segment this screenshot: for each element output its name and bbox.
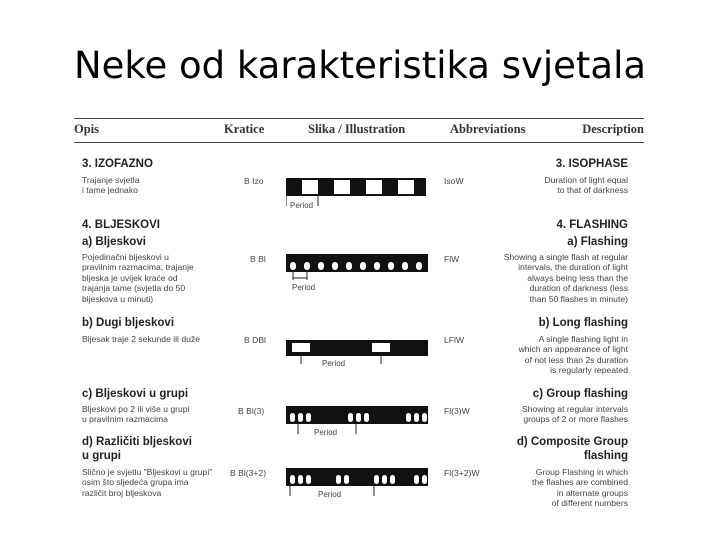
flashing-hr-desc: Pojedinačni bljeskovi u pravilnim razmacima; trajanje bljeska je uvijek kraće od trajanja tame (svjetla do 50 bljeskova u minuti) xyxy=(82,252,194,304)
isophase-diagram xyxy=(286,176,426,210)
flash-mark xyxy=(318,262,324,270)
flash-mark xyxy=(356,413,361,422)
composite-kratica: B Bl(3+2) xyxy=(230,468,267,478)
flash-mark xyxy=(306,413,311,422)
flashing-hr-title: a) Bljeskovi xyxy=(82,236,146,248)
flashing-diagram xyxy=(286,252,428,292)
flash-mark xyxy=(416,262,422,270)
flash-mark xyxy=(390,475,395,484)
flash-mark xyxy=(336,475,341,484)
group-flashing-en-title: c) Group flashing xyxy=(532,388,628,400)
flash-mark xyxy=(290,413,295,422)
light-phase xyxy=(334,180,350,194)
flashing-kratica: B Bl xyxy=(250,254,266,264)
flash-mark xyxy=(360,262,366,270)
flash-mark xyxy=(374,262,380,270)
table-header-rule xyxy=(74,142,644,143)
group-flashing-hr-title: c) Bljeskovi u grupi xyxy=(82,388,189,400)
flash-mark xyxy=(388,262,394,270)
table-top-rule xyxy=(74,118,644,119)
isophase-hr-title: 3. IZOFAZNO xyxy=(82,158,153,170)
period-label: Period xyxy=(318,490,342,499)
long-flashing-diagram xyxy=(286,338,428,368)
isophase-en-desc: Duration of light equal to that of darkness xyxy=(544,175,628,196)
isophase-kratica: B Izo xyxy=(244,176,264,186)
light-phase xyxy=(398,180,414,194)
header-slika: Slika / Illustration xyxy=(308,122,406,136)
header-kratice: Kratice xyxy=(224,122,265,136)
light-characteristics-table xyxy=(74,118,646,518)
light-phase xyxy=(366,180,382,194)
flash-mark xyxy=(298,475,303,484)
long-flashing-hr-title: b) Dugi bljeskovi xyxy=(82,317,175,329)
header-description: Description xyxy=(582,122,644,136)
period-label: Period xyxy=(290,201,314,210)
flash-mark xyxy=(298,413,303,422)
long-flashing-kratica: B DBl xyxy=(244,335,266,345)
flash-mark xyxy=(290,475,295,484)
header-opis: Opis xyxy=(74,122,100,136)
flash-mark xyxy=(414,475,419,484)
header-abbreviations: Abbreviations xyxy=(450,122,526,136)
flashing-hr-heading: 4. BLJESKOVI xyxy=(82,219,160,231)
flash-mark xyxy=(414,413,419,422)
period-label: Period xyxy=(322,359,346,368)
period-label: Period xyxy=(292,283,316,292)
group-flashing-diagram xyxy=(286,404,428,438)
flash-mark xyxy=(374,475,379,484)
composite-en-title: d) Composite Group flashing xyxy=(516,436,628,462)
flashing-en-title: a) Flashing xyxy=(567,236,628,248)
composite-hr-title: d) Različiti bljeskovi u grupi xyxy=(82,436,192,462)
composite-diagram xyxy=(286,466,428,500)
flash-mark xyxy=(348,413,353,422)
flash-mark xyxy=(304,262,310,270)
slide-title: Neke od karakteristika svjetala xyxy=(73,44,647,87)
long-flash-mark xyxy=(372,343,390,352)
flash-mark xyxy=(306,475,311,484)
flash-mark xyxy=(346,262,352,270)
period-label: Period xyxy=(314,428,338,437)
flash-mark xyxy=(290,262,296,270)
group-flashing-hr-desc: Bljeskovi po 2 ili više u grupi u pravilnim razmacima xyxy=(82,404,190,425)
composite-hr-desc: Slično je svjetlu "Bljeskovi u grupi" osim što sljedeća grupa ima različit broj bljeskova xyxy=(82,467,213,498)
flash-mark xyxy=(364,413,369,422)
flash-mark xyxy=(402,262,408,270)
flash-mark xyxy=(422,413,427,422)
group-flashing-en-desc: Showing at regular intervals groups of 2 or more flashes xyxy=(521,404,628,425)
composite-abbr: Fl(3+2)W xyxy=(444,468,480,478)
group-flashing-kratica: B Bl(3) xyxy=(238,406,265,416)
flash-mark xyxy=(422,475,427,484)
isophase-hr-desc: Trajanje svjetla i tame jednako xyxy=(82,175,140,196)
long-flashing-hr-desc: Bljesak traje 2 sekunde ili duže xyxy=(82,334,200,344)
long-flashing-abbr: LFlW xyxy=(444,335,465,345)
long-flashing-en-title: b) Long flashing xyxy=(538,317,628,329)
isophase-abbr: IsoW xyxy=(444,176,464,186)
group-flashing-abbr: Fl(3)W xyxy=(444,406,470,416)
flashing-abbr: FlW xyxy=(444,254,460,264)
flash-mark xyxy=(332,262,338,270)
flashing-en-desc: Showing a single flash at regular intervals, the duration of light always being less than the duration of darkness (less than 50 flashes in minute) xyxy=(503,252,628,304)
long-flashing-en-desc: A single flashing light in which an appearance of light of not less than 2s duration is regularly repeated xyxy=(518,334,628,376)
composite-en-desc: Group Flashing in which the flashes are combined in alternate groups of different numbers xyxy=(531,467,628,509)
flash-mark xyxy=(382,475,387,484)
long-flash-mark xyxy=(292,343,310,352)
light-phase xyxy=(302,180,318,194)
flash-mark xyxy=(406,413,411,422)
isophase-en-title: 3. ISOPHASE xyxy=(555,158,628,170)
flashing-en-heading: 4. FLASHING xyxy=(556,219,628,231)
flash-mark xyxy=(344,475,349,484)
